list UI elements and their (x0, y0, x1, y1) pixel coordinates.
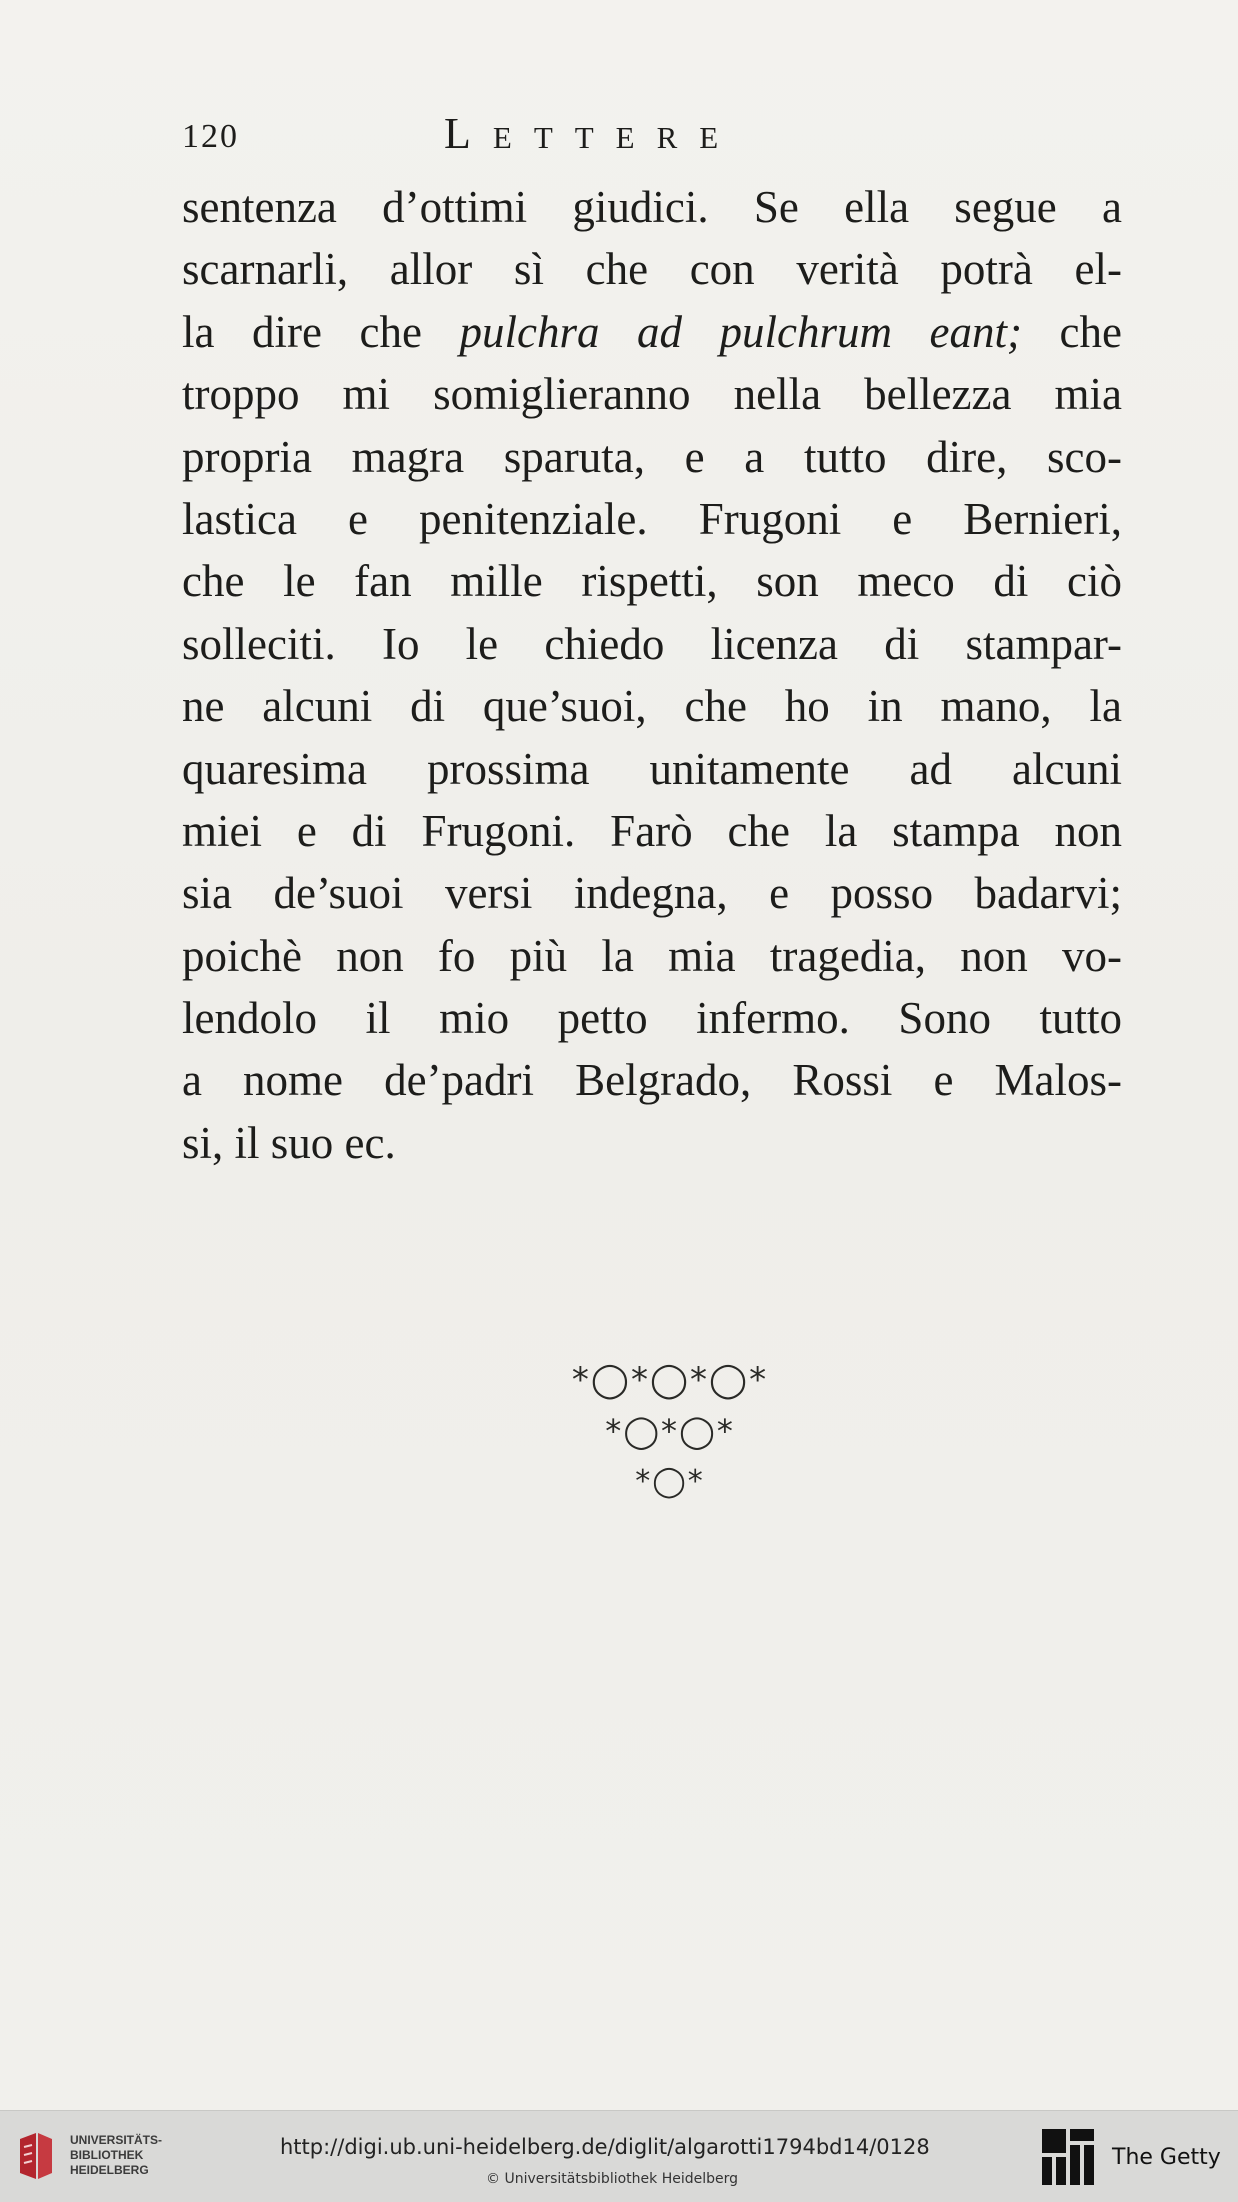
text-line: sia de’suoi versi indegna, e posso badarvi; (182, 868, 1122, 919)
latin-italic-phrase: pulchra ad pulchrum eant; (459, 306, 1023, 357)
partner-name: The Getty (1112, 2145, 1221, 2170)
text-line: che le fan mille rispetti, son meco di ciò (182, 556, 1122, 607)
text-line-with-italic (182, 301, 1122, 363)
text-line: lendolo il mio petto infermo. Sono tutto (182, 993, 1122, 1044)
text-line: sentenza d’ottimi giudici. Se ella segue a (182, 182, 1122, 232)
text-line: quaresima prossima unitamente ad alcuni (182, 743, 1122, 794)
ornament-row-3: *◯* (635, 1464, 705, 1499)
text-line-last: si, il suo ec. (182, 1117, 396, 1168)
ornament-row-2: *◯*◯* (605, 1412, 735, 1450)
text-fragment: la dire che (182, 306, 460, 357)
ornament-row-1: *◯*◯*◯* (571, 1360, 769, 1400)
text-line: lastica e penitenziale. Frugoni e Bernieri, (182, 493, 1122, 544)
text-line: a nome de’padri Belgrado, Rossi e Malos- (182, 1055, 1122, 1106)
letter-body (182, 176, 1122, 1174)
text-line: propria magra sparuta, e a tutto dire, sco- (182, 431, 1122, 482)
text-line: troppo mi somiglieranno nella bellezza mia (182, 369, 1122, 420)
running-head: Lettere (444, 109, 741, 158)
viewer-footer-bar (0, 2110, 1238, 2202)
getty-logo-icon (1040, 2127, 1096, 2187)
page-header (182, 108, 1122, 168)
copyright-notice: © Universitätsbibliothek Heidelberg (486, 2171, 739, 2187)
text-line: miei e di Frugoni. Farò che la stampa non (182, 805, 1122, 856)
text-line: scarnarli, allor sì che con verità potrà el- (182, 244, 1122, 295)
text-line: solleciti. Io le chiedo licenza di stampar- (182, 618, 1122, 669)
institution-name: UNIVERSITÄTS- BIBLIOTHEK HEIDELBERG (70, 2133, 163, 2177)
text-line: ne alcuni di que’suoi, che ho in mano, la (182, 681, 1122, 732)
permalink-url[interactable]: http://digi.ub.uni-heidelberg.de/diglit/algarotti1794bd14/0128 (280, 2135, 930, 2159)
page-number: 120 (182, 118, 239, 155)
university-library-logo-icon (14, 2129, 58, 2185)
text-fragment: che (1022, 306, 1122, 357)
text-line: poichè non fo più la mia tragedia, non vo- (182, 930, 1122, 981)
